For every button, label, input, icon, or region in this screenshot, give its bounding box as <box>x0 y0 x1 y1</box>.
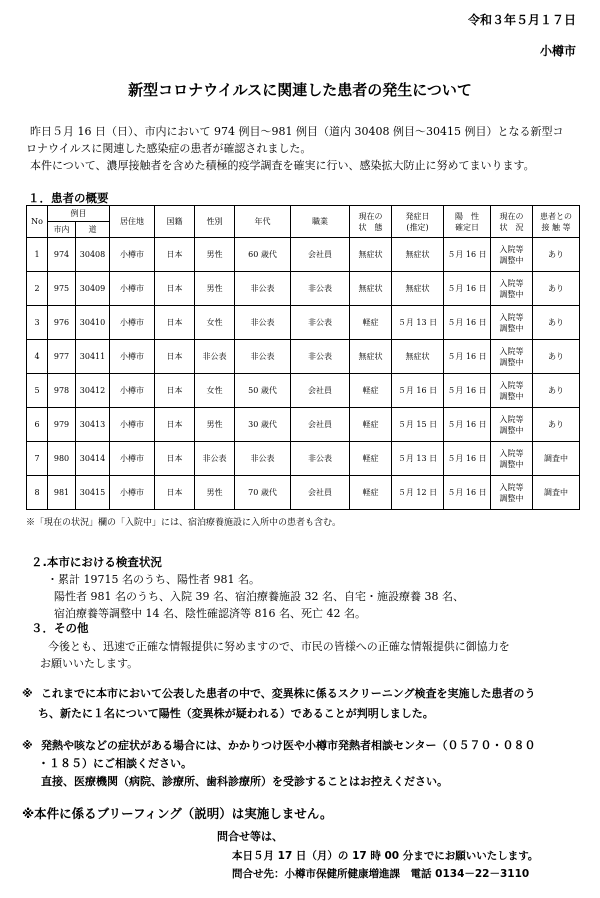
notice-2-line-2: ・１８５）にご相談ください。 <box>38 757 192 770</box>
row-case-city: 978 <box>48 374 76 408</box>
row-situation <box>491 476 533 510</box>
row-nationality: 日本 <box>155 476 195 510</box>
row-nationality: 日本 <box>155 408 195 442</box>
row-job: 非公表 <box>291 306 350 340</box>
row-no: 7 <box>27 442 48 476</box>
row-nationality: 日本 <box>155 340 195 374</box>
section-2-title: ２.本市における検査状況 <box>31 555 162 569</box>
row-case-do: 30411 <box>76 340 110 374</box>
header-contact-line2: 接 触 等 <box>541 222 571 232</box>
row-situation1: 入院等 <box>499 414 524 424</box>
row-status: 軽症 <box>350 408 392 442</box>
row-situation1: 入院等 <box>499 380 524 390</box>
row-situation2: 調整中 <box>499 425 524 435</box>
row-case-city: 977 <box>48 340 76 374</box>
row-job: 非公表 <box>291 272 350 306</box>
row-sex: 男性 <box>195 272 235 306</box>
row-situation <box>491 272 533 306</box>
header-situation-line2: 状 況 <box>499 222 524 232</box>
row-nationality: 日本 <box>155 306 195 340</box>
header-status <box>350 206 392 238</box>
patient-table <box>26 205 580 510</box>
row-job: 非公表 <box>291 442 350 476</box>
section-2-line-1: ・累計 19715 名のうち、陽性者 981 名。 <box>47 573 260 586</box>
section-2-line-2: 陽性者 981 名のうち、入院 39 名、宿泊療養施設 32 名、自宅・施設療養 38 名、 <box>54 590 464 603</box>
row-positive: ５月 16 日 <box>444 408 491 442</box>
row-age: 非公表 <box>235 340 291 374</box>
table-row <box>27 374 580 408</box>
row-status: 軽症 <box>350 442 392 476</box>
row-onset: ５月 16 日 <box>392 374 444 408</box>
row-residence: 小樽市 <box>110 476 155 510</box>
row-no: 4 <box>27 340 48 374</box>
row-case-city: 979 <box>48 408 76 442</box>
notice-1-mark: ※ <box>22 687 33 700</box>
header-case-do: 道 <box>76 222 110 238</box>
row-no: 6 <box>27 408 48 442</box>
row-nationality: 日本 <box>155 442 195 476</box>
row-no: 2 <box>27 272 48 306</box>
row-job: 非公表 <box>291 340 350 374</box>
row-situation1: 入院等 <box>499 312 524 322</box>
header-residence: 居住地 <box>110 206 155 238</box>
row-nationality: 日本 <box>155 238 195 272</box>
header-nationality: 国籍 <box>155 206 195 238</box>
row-case-do: 30409 <box>76 272 110 306</box>
document-title: 新型コロナウイルスに関連した患者の発生について <box>128 81 472 99</box>
row-case-city: 976 <box>48 306 76 340</box>
row-situation <box>491 306 533 340</box>
row-status: 軽症 <box>350 476 392 510</box>
row-situation2: 調整中 <box>499 391 524 401</box>
header-no: No <box>27 206 48 238</box>
row-job: 会社員 <box>291 238 350 272</box>
table-row <box>27 272 580 306</box>
row-situation1: 入院等 <box>499 448 524 458</box>
row-contact: あり <box>533 238 580 272</box>
row-residence: 小樽市 <box>110 442 155 476</box>
row-positive: ５月 16 日 <box>444 272 491 306</box>
row-situation1: 入院等 <box>499 278 524 288</box>
header-positive-line1: 陽 性 <box>455 211 479 221</box>
row-job: 会社員 <box>291 374 350 408</box>
row-situation1: 入院等 <box>499 244 524 254</box>
row-status: 無症状 <box>350 272 392 306</box>
row-onset: ５月 13 日 <box>392 442 444 476</box>
section-3-line-1: 今後とも、迅速で正確な情報提供に努めますので、市民の皆様への正確な情報提供に御協力を <box>48 640 510 653</box>
row-onset: ５月 15 日 <box>392 408 444 442</box>
row-age: 50 歳代 <box>235 374 291 408</box>
row-situation2: 調整中 <box>499 493 524 503</box>
row-situation <box>491 442 533 476</box>
row-no: 8 <box>27 476 48 510</box>
row-situation <box>491 374 533 408</box>
row-residence: 小樽市 <box>110 306 155 340</box>
row-contact: あり <box>533 340 580 374</box>
row-nationality: 日本 <box>155 374 195 408</box>
row-situation <box>491 340 533 374</box>
table-row <box>27 442 580 476</box>
row-onset: ５月 12 日 <box>392 476 444 510</box>
header-case-city: 市内 <box>48 222 76 238</box>
section-3-title: ３．その他 <box>31 621 89 635</box>
section-2-line-3: 宿泊療養等調整中 14 名、陰性確認済等 816 名、死亡 42 名。 <box>54 607 366 620</box>
row-job: 会社員 <box>291 408 350 442</box>
contact-office: 問合せ先：小樽市保健所健康増進課 電話 0134－22－3110 <box>232 868 530 880</box>
row-contact: あり <box>533 306 580 340</box>
row-status: 無症状 <box>350 238 392 272</box>
table-row <box>27 408 580 442</box>
table-row <box>27 476 580 510</box>
row-age: 非公表 <box>235 272 291 306</box>
header-positive-line2: 確定日 <box>455 222 479 232</box>
briefing-notice: ※本件に係るブリーフィング（説明）は実施しません。 <box>22 806 333 821</box>
row-sex: 非公表 <box>195 442 235 476</box>
row-sex: 男性 <box>195 408 235 442</box>
row-residence: 小樽市 <box>110 374 155 408</box>
row-sex: 女性 <box>195 374 235 408</box>
row-situation2: 調整中 <box>499 289 524 299</box>
row-sex: 非公表 <box>195 340 235 374</box>
row-situation1: 入院等 <box>499 346 524 356</box>
row-nationality: 日本 <box>155 272 195 306</box>
row-sex: 男性 <box>195 238 235 272</box>
row-situation2: 調整中 <box>499 255 524 265</box>
row-positive: ５月 16 日 <box>444 374 491 408</box>
row-situation <box>491 408 533 442</box>
row-no: 1 <box>27 238 48 272</box>
row-situation <box>491 238 533 272</box>
row-onset: 無症状 <box>392 340 444 374</box>
table-note: ※「現在の状況」欄の「入院中」には、宿泊療養施設に入所中の患者も含む。 <box>26 518 342 528</box>
row-onset: 無症状 <box>392 272 444 306</box>
row-case-city: 975 <box>48 272 76 306</box>
header-case: 例目 <box>48 206 110 222</box>
intro-line-2: ロナウイルスに関連した感染症の患者が確認されました。 <box>26 142 312 155</box>
row-status: 無症状 <box>350 340 392 374</box>
header-contact-line1: 患者との <box>540 211 572 221</box>
row-case-do: 30413 <box>76 408 110 442</box>
issuer-city: 小樽市 <box>539 44 576 58</box>
row-onset: 無症状 <box>392 238 444 272</box>
header-sex: 性別 <box>195 206 235 238</box>
contact-deadline: 本日５月 17 日（月）の 17 時 00 分までにお願いいたします。 <box>232 850 539 862</box>
row-no: 5 <box>27 374 48 408</box>
row-case-do: 30410 <box>76 306 110 340</box>
row-situation2: 調整中 <box>499 323 524 333</box>
row-case-city: 974 <box>48 238 76 272</box>
row-age: 60 歳代 <box>235 238 291 272</box>
row-residence: 小樽市 <box>110 238 155 272</box>
intro-line-3: 本件について、濃厚接触者を含めた積極的疫学調査を確実に行い、感染拡大防止に努めてまいります。 <box>30 159 535 172</box>
header-situation <box>491 206 533 238</box>
header-age: 年代 <box>235 206 291 238</box>
row-onset: ５月 13 日 <box>392 306 444 340</box>
header-onset-line1: 発症日 <box>405 211 430 221</box>
row-age: 非公表 <box>235 306 291 340</box>
row-status: 軽症 <box>350 306 392 340</box>
row-age: 70 歳代 <box>235 476 291 510</box>
table-row <box>27 340 580 374</box>
header-job: 職業 <box>291 206 350 238</box>
document-date: 令和３年５月１７日 <box>467 13 576 27</box>
row-positive: ５月 16 日 <box>444 476 491 510</box>
row-contact: 調査中 <box>533 476 580 510</box>
header-status-line1: 現在の <box>358 211 383 221</box>
row-contact: 調査中 <box>533 442 580 476</box>
row-positive: ５月 16 日 <box>444 340 491 374</box>
section-3-line-2: お願いいたします。 <box>40 657 139 670</box>
intro-line-1: 昨日５月 16 日（日）、市内において 974 例目～981 例目（道内 30408 例目～30415 例目）となる新型コ <box>30 125 564 138</box>
row-situation2: 調整中 <box>499 459 524 469</box>
row-positive: ５月 16 日 <box>444 442 491 476</box>
row-residence: 小樽市 <box>110 272 155 306</box>
row-status: 軽症 <box>350 374 392 408</box>
row-case-city: 980 <box>48 442 76 476</box>
notice-1-line-1: これまでに本市において公表した患者の中で、変異株に係るスクリーニング検査を実施した患者のう <box>41 687 536 700</box>
row-contact: あり <box>533 272 580 306</box>
notice-2-line-1: 発熱や咳などの症状がある場合には、かかりつけ医や小樽市発熱者相談センター（０５７０・０８０ <box>41 739 536 752</box>
row-sex: 男性 <box>195 476 235 510</box>
row-residence: 小樽市 <box>110 340 155 374</box>
header-situation-line1: 現在の <box>499 211 524 221</box>
header-positive <box>444 206 491 238</box>
header-onset <box>392 206 444 238</box>
table-row <box>27 306 580 340</box>
row-case-do: 30408 <box>76 238 110 272</box>
notice-2-line-3: 直接、医療機関（病院、診療所、歯科診療所）を受診することはお控えください。 <box>41 775 448 788</box>
row-situation2: 調整中 <box>499 357 524 367</box>
row-case-do: 30414 <box>76 442 110 476</box>
notice-1-line-2: ち、新たに１名について陽性（変異株が疑われる）であることが判明しました。 <box>38 707 434 720</box>
header-contact <box>533 206 580 238</box>
row-no: 3 <box>27 306 48 340</box>
contact-label: 問合せ等は、 <box>217 830 283 843</box>
section-1-title: １．患者の概要 <box>28 191 109 205</box>
row-positive: ５月 16 日 <box>444 238 491 272</box>
row-contact: あり <box>533 408 580 442</box>
row-situation1: 入院等 <box>499 482 524 492</box>
row-contact: あり <box>533 374 580 408</box>
row-case-do: 30412 <box>76 374 110 408</box>
row-case-do: 30415 <box>76 476 110 510</box>
table-row <box>27 238 580 272</box>
row-age: 30 歳代 <box>235 408 291 442</box>
row-residence: 小樽市 <box>110 408 155 442</box>
row-job: 会社員 <box>291 476 350 510</box>
notice-2-mark: ※ <box>22 739 33 752</box>
row-positive: ５月 16 日 <box>444 306 491 340</box>
row-sex: 女性 <box>195 306 235 340</box>
row-case-city: 981 <box>48 476 76 510</box>
header-onset-line2: (推定) <box>406 222 429 232</box>
row-age: 非公表 <box>235 442 291 476</box>
header-status-line2: 状 態 <box>358 222 383 232</box>
